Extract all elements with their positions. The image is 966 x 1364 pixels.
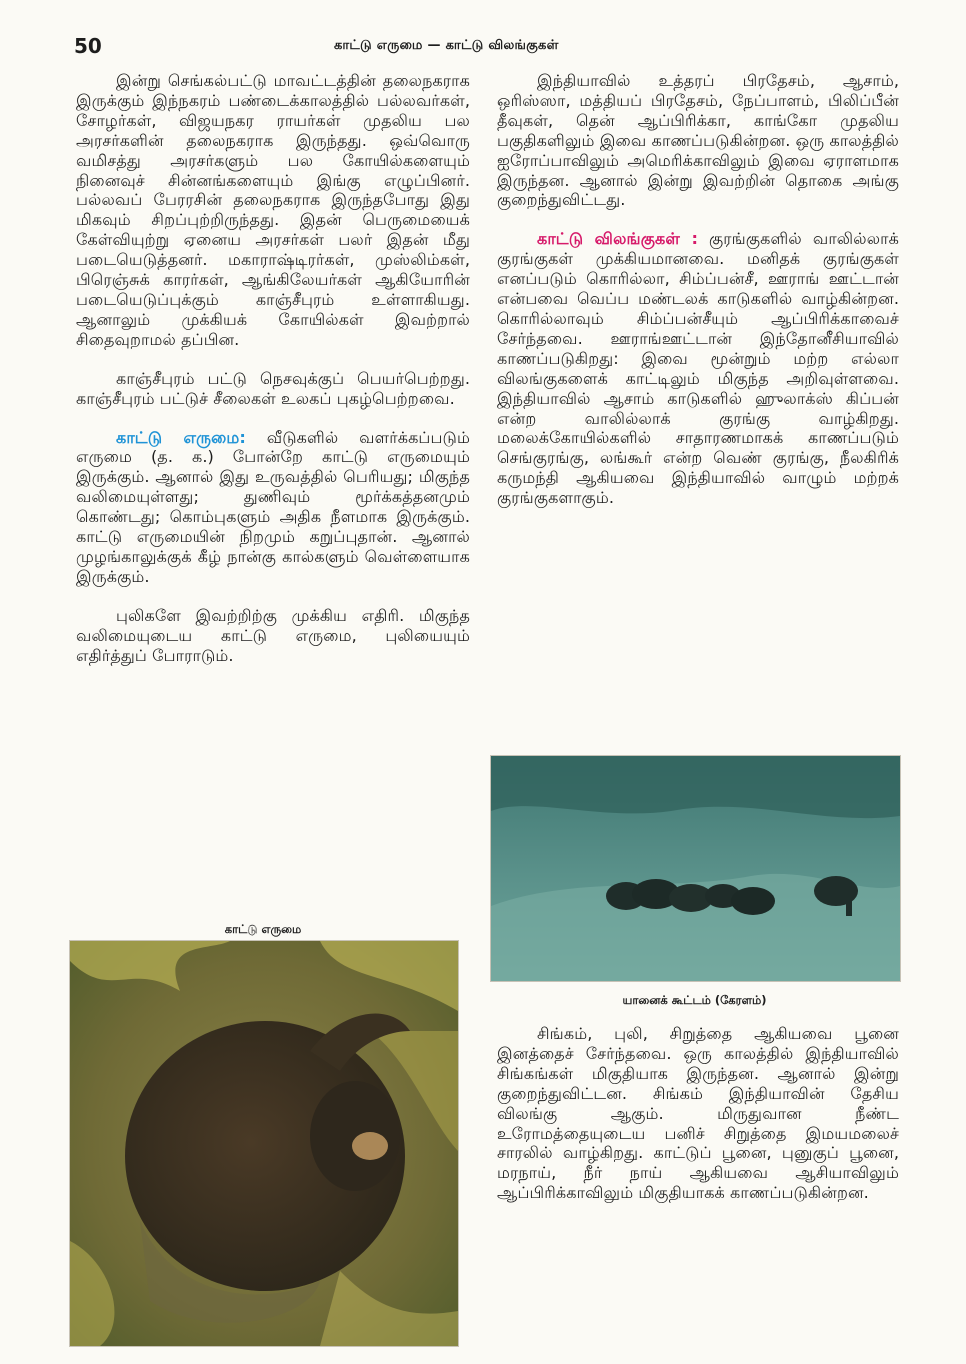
kanchipuram-history-paragraph: இன்று செங்கல்பட்டு மாவட்டத்தின் தலைநகராக இருக்கும் இந்நகரம் பண்டைக்காலத்தில் பல்லவர்கள், சோழர்கள், விஜயநகர ராயர்கள் முதலிய பல அரசர்களின் தலைநகராக இருந்தது. ஒவ்வொரு வமிசத்து அரசர்களும் பல கோயில்களையும் நினைவுச் சின்னங்களையும் இங்கு எழுப்பினர். பல்லவப் பேரரசின் தலைநகராக இருந்தபோது இது மிகவும் சிறப்புற்றிருந்தது. இதன் பெருமையைக் கேள்வியுற்று ஏனைய அரசர்கள் பலர் இதன் மீது படையெடுத்தனர். மகாராஷ்டிரர்கள், முஸ்லிம்கள், பிரெஞ்சுக் காரர்கள், ஆங்கிலேயர்கள் ஆகியோரின் படையெடுப்புக்கும் காஞ்சீபுரம் உள்ளாகியது. ஆனாலும் முக்கியக் கோயில்கள் இவற்றால் சிதைவுறாமல் தப்பின.: [76, 71, 470, 349]
cat-family-paragraph: சிங்கம், புலி, சிறுத்தை ஆகியவை பூனை இனத்தைச் சேர்ந்தவை. ஒரு காலத்தில் இந்தியாவில் சிங்கங்கள் மிகுதியாக இருந்தன. ஆனால் இன்று குறைந்துவிட்டன. சிங்கம் இந்தியாவின் தேசிய விலங்கு ஆகும். மிருதுவான நீண்ட உரோமத்தையுடைய பனிச் சிறுத்தை இமயமலைச் சாரலில் வாழ்கிறது. காட்டுப் பூனை, புனுகுப் பூனை, மரநாய், நீர் நாய் ஆகியவை ஆசியாவிலும் ஆப்பிரிக்காவிலும் மிகுதியாகக் காணப்படுகின்றன.: [497, 1024, 899, 1203]
wild-buffalo-paragraph: [76, 428, 470, 587]
wild-animals-paragraph: [497, 229, 899, 508]
elephant-caption: யானைக் கூட்டம் (கேரளம்): [622, 993, 767, 1007]
distribution-paragraph: இந்தியாவில் உத்தரப் பிரதேசம், ஆசாம், ஒரிஸ்ஸா, மத்தியப் பிரதேசம், நேப்பாளம், பிலிப்பீன் தீவுகள், தென் ஆப்பிரிக்கா, காங்கோ முதலிய பகுதிகளிலும் இவை காணப்படுகின்றன. ஒரு காலத்தில் ஐரோப்பாவிலும் அமெரிக்காவிலும் இவை ஏராளமாக இருந்தன. ஆனால் இன்று இவற்றின் தொகை அங்கு குறைந்துவிட்டது.: [497, 71, 899, 210]
page-number: 50: [74, 34, 102, 58]
right-column-bottom: [497, 1024, 899, 1203]
right-column: [497, 71, 899, 527]
running-header: காட்டு எருமை — காட்டு விலங்குகள்: [334, 38, 559, 53]
bison-caption: காட்டு எருமை: [224, 922, 302, 936]
wild-animals-text: குரங்குகளில் வாலில்லாக் குரங்குகள் முக்கியமானவை. மனிதக் குரங்குகள் எனப்படும் கொரில்லா, சிம்ப்பன்சீ, ஊராங் ஊட்டான் என்பவை வெப்ப மண்டலக் காடுகளில் வாழ்கின்றன. கொரில்லாவும் சிம்ப்பன்சீயும் ஆப்பிரிக்காவைச் சேர்ந்தவை. ஊராங்ஊட்டான் இந்தோனீசியாவில் காணப்படுகிறது: இவை மூன்றும் மற்ற எல்லா விலங்குகளைக் காட்டிலும் மிகுந்த அறிவுள்ளவை. இந்தியாவில் ஆசாம் காடுகளில் ஹுலாக்ஸ் கிப்பன் என்ற வாலில்லாக் குரங்கு வாழ்கிறது. மலைக்கோயில்களில் சாதாரணமாகக் காணப்படும் செங்குரங்கு, லங்கூர் என்ற வெண் குரங்கு, நீலகிரிக் கருமந்தி ஆகியவை இந்தியாவில் வாழும் மற்றக் குரங்குகளாகும்.: [497, 229, 899, 508]
wild-buffalo-heading: காட்டு எருமை:: [116, 427, 246, 447]
bison-photo: [69, 940, 459, 1347]
kanchipuram-silk-paragraph: காஞ்சீபுரம் பட்டு நெசவுக்குப் பெயர்பெற்றது. காஞ்சீபுரம் பட்டுச் சீலைகள் உலகப் புகழ்பெற்றவை.: [76, 368, 470, 408]
elephant-herd-photo: [490, 755, 901, 982]
left-column: [76, 71, 470, 665]
tiger-enemy-paragraph: புலிகளே இவற்றிற்கு முக்கிய எதிரி. மிகுந்த வலிமையுடைய காட்டு எருமை, புலியையும் எதிர்த்துப் போராடும்.: [76, 605, 470, 665]
wild-buffalo-text: வீடுகளில் வளர்க்கப்படும் எருமை (த. க.) போன்றே காட்டு எருமையும் இருக்கும். ஆனால் இது உருவத்தில் பெரியது; மிகுந்த வலிமையுள்ளது; துணிவும் மூர்க்கத்தனமும் கொண்டது; கொம்புகளும் அதிக நீளமாக இருக்கும். காட்டு எருமையின் நிறமும் கறுப்புதான். ஆனால் முழங்காலுக்குக் கீழ் நான்கு கால்களும் வெள்ளையாக இருக்கும்.: [76, 427, 470, 586]
wild-animals-heading: காட்டு விலங்குகள் :: [537, 229, 698, 249]
